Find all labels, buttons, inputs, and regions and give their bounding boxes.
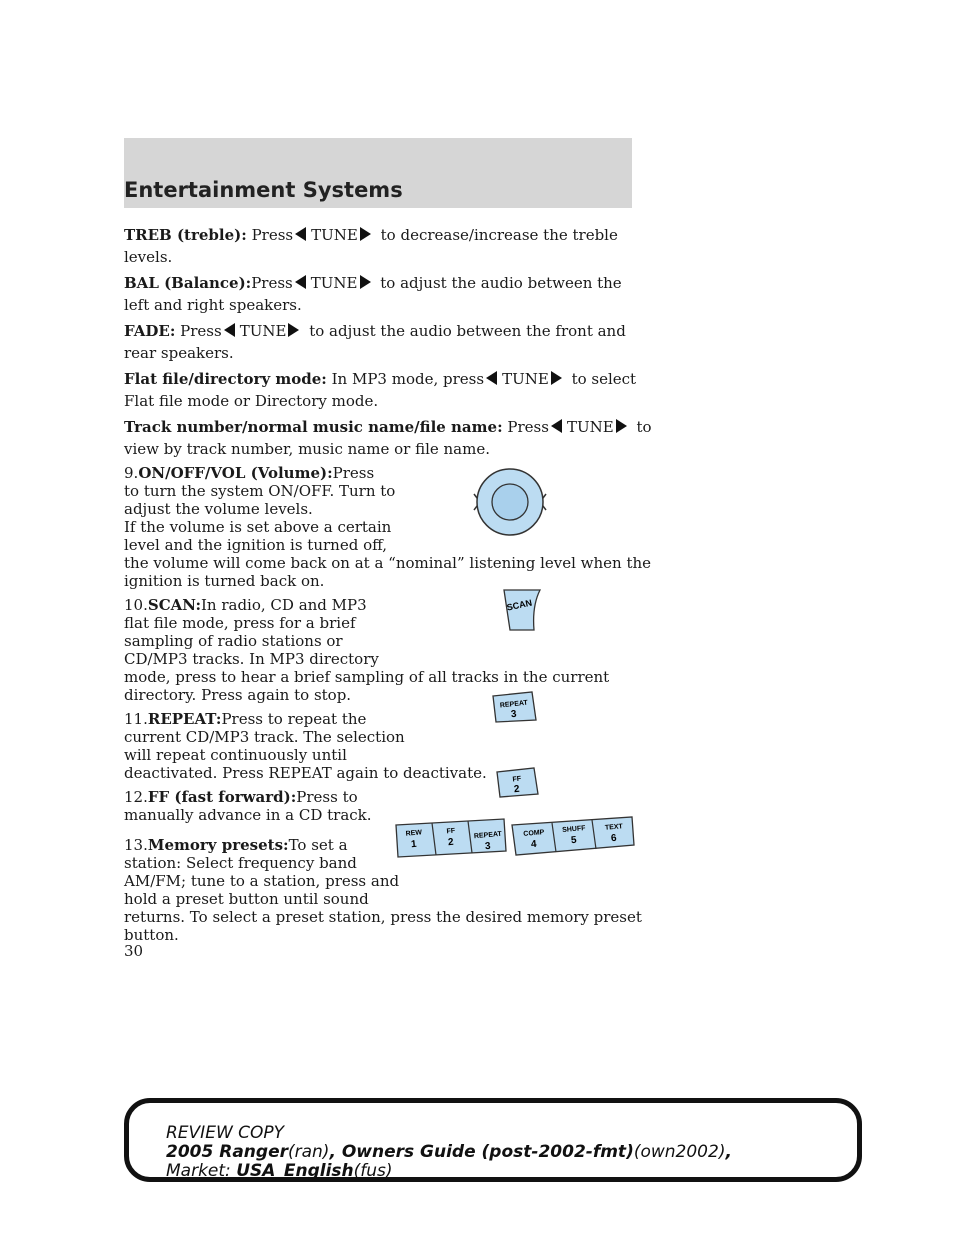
- track-line-2: view by track number, music name or file name.: [124, 440, 490, 458]
- tune-label: TUNE: [566, 418, 614, 436]
- tune-label: TUNE: [311, 226, 358, 244]
- memory-preset-buttons-icon: [392, 815, 636, 859]
- arrow-left-icon: [295, 227, 307, 241]
- repeat-line-1: 11.REPEAT:Press to repeat the: [124, 710, 367, 728]
- ff-line-1: 12.FF (fast forward):Press to: [124, 788, 358, 806]
- svg-text:REW: REW: [405, 829, 423, 838]
- arrow-left-icon: [551, 419, 563, 433]
- svg-text:6: 6: [610, 832, 618, 845]
- presets-line-1: 13.Memory presets:To set a: [124, 836, 348, 854]
- svg-text:SHUFF: SHUFF: [561, 825, 586, 835]
- svg-text:COMP: COMP: [523, 829, 545, 838]
- ff-term: FF (fast forward):: [147, 788, 297, 806]
- track-line-1: Track number/normal music name/file name: Press TUNE to: [124, 418, 652, 436]
- scan-line-1: 10.SCAN:In radio, CD and MP3: [124, 596, 367, 614]
- arrow-right-icon: [616, 419, 628, 433]
- vol-line-1: 9.ON/OFF/VOL (Volume):Press: [124, 464, 375, 482]
- tune-label: TUNE: [502, 370, 549, 388]
- treb-line-2: levels.: [124, 248, 173, 266]
- tune-label: TUNE: [239, 322, 287, 340]
- svg-text:FF: FF: [446, 827, 456, 836]
- svg-text:3: 3: [510, 708, 518, 721]
- arrow-right-icon: [288, 323, 300, 337]
- arrow-left-icon: [224, 323, 236, 337]
- treb-line-1: TREB (treble): Press TUNE to decrease/increase the treble: [124, 226, 618, 244]
- arrow-left-icon: [295, 275, 307, 289]
- arrow-right-icon: [360, 227, 372, 241]
- svg-text:2: 2: [447, 836, 455, 849]
- treb-term: TREB (treble):: [124, 226, 247, 244]
- svg-text:3: 3: [484, 840, 492, 853]
- svg-text:1: 1: [410, 838, 418, 851]
- bal-term: BAL (Balance):: [124, 274, 252, 292]
- svg-text:REPEAT: REPEAT: [473, 830, 503, 841]
- presets-term: Memory presets:: [147, 836, 289, 854]
- footer-model-line: 2005 Ranger(ran), Owners Guide (post-2002-fmt)(own2002),: [166, 1142, 732, 1162]
- ff-button-icon: [494, 766, 540, 800]
- bal-line-1: BAL (Balance):Press TUNE to adjust the audio between the: [124, 274, 622, 292]
- scan-term: SCAN:: [147, 596, 201, 614]
- page-number: 30: [124, 942, 144, 960]
- svg-text:REPEAT: REPEAT: [499, 699, 529, 710]
- fade-term: FADE:: [124, 322, 176, 340]
- volume-knob-icon: [470, 466, 550, 538]
- footer-market-line: Market: USA_English(fus): [166, 1161, 393, 1181]
- scan-button-label: SCAN: [505, 597, 533, 613]
- svg-text:FF: FF: [512, 775, 522, 784]
- track-term: Track number/normal music name/file name:: [124, 418, 503, 436]
- svg-text:4: 4: [530, 838, 538, 851]
- tune-label: TUNE: [310, 274, 358, 292]
- vol-term: ON/OFF/VOL (Volume):: [138, 464, 333, 482]
- flat-line-1: Flat file/directory mode: In MP3 mode, press TUNE to select: [124, 370, 637, 388]
- arrow-right-icon: [360, 275, 372, 289]
- fade-line-1: FADE: Press TUNE to adjust the audio between the front and: [124, 322, 626, 340]
- arrow-right-icon: [551, 371, 563, 385]
- svg-text:TEXT: TEXT: [604, 823, 624, 832]
- footer-review: REVIEW COPY: [166, 1123, 285, 1143]
- svg-text:5: 5: [570, 834, 578, 847]
- svg-text:2: 2: [513, 783, 521, 796]
- fade-line-2: rear speakers.: [124, 344, 234, 362]
- flat-line-2: Flat file mode or Directory mode.: [124, 392, 379, 410]
- flat-term: Flat file/directory mode:: [124, 370, 327, 388]
- scan-button-icon: [500, 586, 542, 634]
- arrow-left-icon: [486, 371, 498, 385]
- bal-line-2: left and right speakers.: [124, 296, 302, 314]
- repeat-button-icon: [490, 690, 538, 726]
- page-title: Entertainment Systems: [124, 178, 403, 202]
- repeat-term: REPEAT:: [147, 710, 222, 728]
